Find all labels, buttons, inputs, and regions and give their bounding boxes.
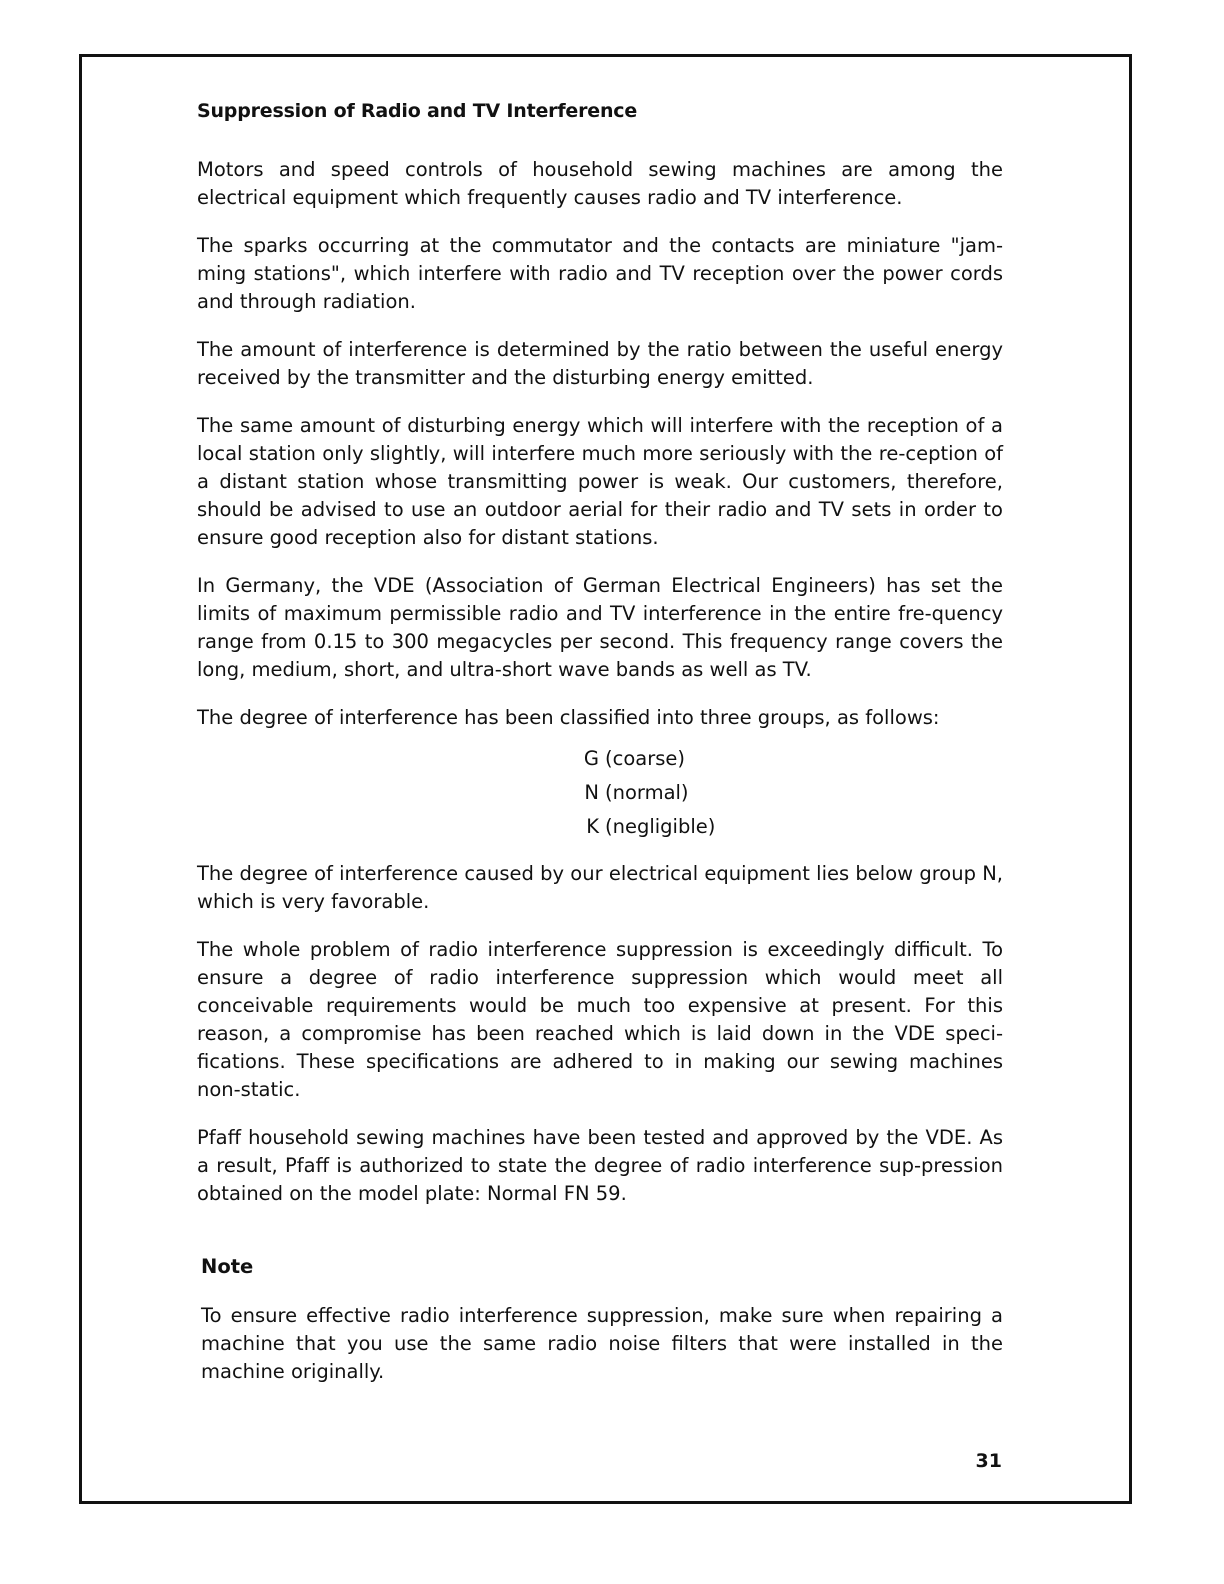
page-number: 31 (975, 1450, 1002, 1472)
paragraph-amount: The amount of interference is determined by the ratio between the useful energy received by the transmitter and the disturbing energy emitted. (197, 338, 1003, 389)
group-code: G (583, 747, 599, 770)
group-code: N (584, 781, 599, 804)
paragraph-sparks: The sparks occurring at the commutator and the contacts are miniature "jam-ming stations", which interfere with radio and TV reception over the power cords and through radiation. (197, 234, 1003, 313)
interference-groups-list (569, 742, 1003, 844)
group-row-g (569, 742, 1003, 776)
group-row-k (569, 810, 1003, 844)
page-content (197, 98, 1003, 1406)
group-row-n (569, 776, 1003, 810)
paragraph-pfaff-approved: Pfaff household sewing machines have been tested and approved by the VDE. As a result, Pfaff is authorized to state the degree of radio interference sup-pression obtained on the model plate: Normal FN 59. (197, 1126, 1003, 1205)
group-label: (negligible) (605, 815, 716, 838)
paragraph-distant-station: The same amount of disturbing energy which will interfere with the reception of a local station only slightly, will interfere much more seriously with the re-ception of a distant station whose transmitting power is weak. Our customers, therefore, should be advised to use an outdoor aerial for their radio and TV sets in order to ensure good reception also for distant stations. (197, 414, 1003, 549)
note-heading: Note (201, 1255, 254, 1278)
paragraph-motors: Motors and speed controls of household sewing machines are among the electrical equipment which frequently causes radio and TV interference. (197, 158, 1003, 209)
note-paragraph: To ensure effective radio interference suppression, make sure when repairing a machine that you use the same radio noise filters that were installed in the machine originally. (201, 1304, 1003, 1383)
group-code: K (586, 815, 599, 838)
group-label: (normal) (605, 781, 689, 804)
paragraph-below-group-n: The degree of interference caused by our electrical equipment lies below group N, which is very favorable. (197, 862, 1003, 913)
section-heading: Suppression of Radio and TV Interference (197, 100, 638, 122)
group-label: (coarse) (605, 747, 685, 770)
paragraph-vde-limits: In Germany, the VDE (Association of German Electrical Engineers) has set the limits of maximum permissible radio and TV interference in the entire fre-quency range from 0.15 to 300 megacycles per second. This frequency range covers the long, medium, short, and ultra-short wave bands as well as TV. (197, 574, 1003, 681)
paragraph-classification: The degree of interference has been classified into three groups, as follows: (197, 706, 940, 729)
paragraph-whole-problem: The whole problem of radio interference suppression is exceedingly difficult. To ensure a degree of radio interference suppression which would meet all conceivable requirements would be much too expensive at present. For this reason, a compromise has been reached which is laid down in the VDE speci-fications. These specifications are adhered to in making our sewing machines non-static. (197, 938, 1003, 1101)
